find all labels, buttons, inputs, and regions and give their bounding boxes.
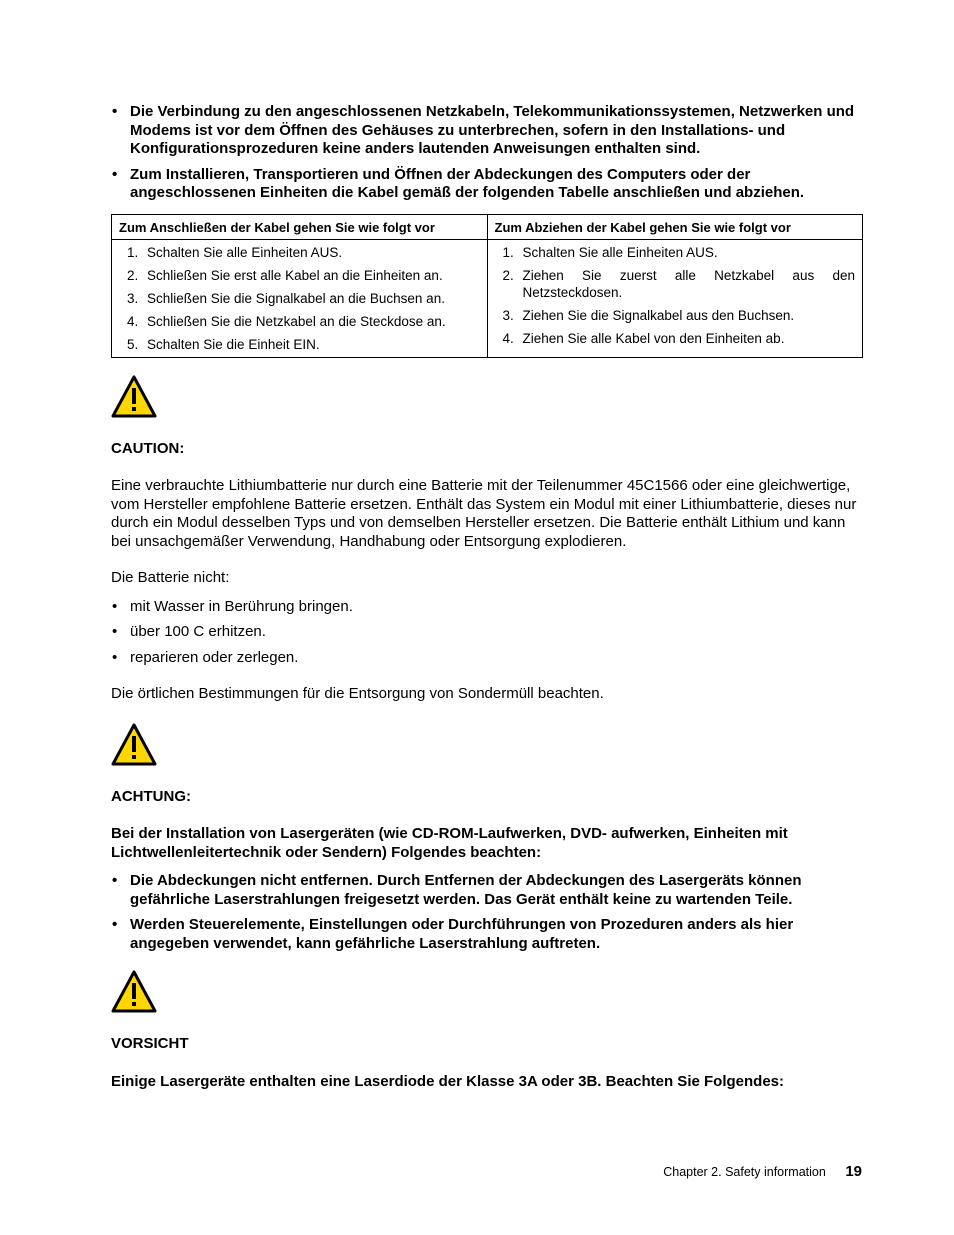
step-text: Schließen Sie die Signalkabel an die Buchsen an. xyxy=(147,290,445,306)
step-text: Schalten Sie alle Einheiten AUS. xyxy=(522,244,718,260)
connect-step xyxy=(119,290,480,307)
step-number: 2. xyxy=(502,267,514,283)
battery-item: • reparieren oder zerlegen. xyxy=(111,649,863,668)
connect-step xyxy=(119,244,480,261)
intro-bullet-1: • Die Verbindung zu den angeschlossenen Netzkabeln, Telekommunikationssystemen, Netzwerken und Modems ist vor dem Öffnen des Gehäuses zu unterbrechen, sofern in den Installations- und Konfigurationsprozeduren keine anders lautenden Anweisungen enthalten sind. xyxy=(111,103,863,159)
cable-table xyxy=(111,214,863,358)
connect-steps-list xyxy=(119,244,480,353)
disconnect-step xyxy=(495,307,856,324)
achtung-intro: Bei der Installation von Lasergeräten (wie CD-ROM-Laufwerken, DVD- aufwerken, Einheiten mit Lichtwellenleitertechnik oder Sendern) Folgendes beachten: xyxy=(111,825,788,861)
battery-item: • über 100 C erhitzen. xyxy=(111,623,863,642)
caution-label: CAUTION: xyxy=(111,439,185,457)
page-content xyxy=(111,103,863,1091)
step-text: Ziehen Sie alle Kabel von den Einheiten ab. xyxy=(522,330,785,346)
step-number: 3. xyxy=(502,307,514,323)
vorsicht-text: Einige Lasergeräte enthalten eine Laserdiode der Klasse 3A oder 3B. Beachten Sie Folgendes: xyxy=(111,1072,784,1090)
cable-table-body-row xyxy=(112,239,863,357)
battery-list xyxy=(111,598,863,668)
step-number: 5. xyxy=(127,336,139,352)
page-number: 19 xyxy=(845,1163,862,1180)
warning-triangle-icon xyxy=(111,970,157,1014)
page-footer xyxy=(663,1163,862,1182)
cable-table-header-row xyxy=(112,214,863,239)
connect-step xyxy=(119,313,480,330)
disconnect-steps-cell xyxy=(487,239,863,357)
step-number: 1. xyxy=(127,244,139,260)
achtung-item: • Werden Steuerelemente, Einstellungen oder Durchführungen von Prozeduren anders als hier angegeben verwendet, kann gefährliche Laserstrahlung auftreten. xyxy=(111,916,863,953)
connect-steps-cell xyxy=(112,239,488,357)
achtung-list xyxy=(111,872,863,953)
disconnect-header: Zum Abziehen der Kabel gehen Sie wie folgt vor xyxy=(487,214,863,239)
achtung-item: • Die Abdeckungen nicht entfernen. Durch Entfernen der Abdeckungen des Lasergeräts können gefährliche Laserstrahlungen freigesetzt werden. Das Gerät enthält keine zu wartenden Teile. xyxy=(111,872,863,909)
step-number: 3. xyxy=(127,290,139,306)
step-number: 1. xyxy=(502,244,514,260)
intro-bullet-list xyxy=(111,103,863,203)
connect-step xyxy=(119,267,480,284)
disposal-text: Die örtlichen Bestimmungen für die Entsorgung von Sondermüll beachten. xyxy=(111,685,604,702)
connect-step xyxy=(119,336,480,353)
battery-intro: Die Batterie nicht: xyxy=(111,569,230,586)
vorsicht-label: VORSICHT xyxy=(111,1035,189,1052)
disconnect-steps-list xyxy=(495,244,856,347)
battery-item: • mit Wasser in Berührung bringen. xyxy=(111,598,863,617)
step-number: 2. xyxy=(127,267,139,283)
step-text: Schalten Sie alle Einheiten AUS. xyxy=(147,244,343,260)
step-number: 4. xyxy=(502,330,514,346)
step-number: 4. xyxy=(127,313,139,329)
step-text: Ziehen Sie zuerst alle Netzkabel aus den Netzsteckdosen. xyxy=(522,267,855,300)
step-text: Schalten Sie die Einheit EIN. xyxy=(147,336,320,352)
step-text: Schließen Sie die Netzkabel an die Steckdose an. xyxy=(147,313,446,329)
warning-triangle-icon xyxy=(111,723,157,767)
chapter-title: Chapter 2. Safety information xyxy=(663,1165,826,1179)
step-text: Schließen Sie erst alle Kabel an die Einheiten an. xyxy=(147,267,443,283)
step-text: Ziehen Sie die Signalkabel aus den Buchsen. xyxy=(522,307,795,323)
intro-bullet-2: • Zum Installieren, Transportieren und Öffnen der Abdeckungen des Computers oder der angeschlossenen Einheiten die Kabel gemäß der folgenden Tabelle anschließen und abziehen. xyxy=(111,166,863,203)
disconnect-step xyxy=(495,244,856,261)
caution-text: Eine verbrauchte Lithiumbatterie nur durch eine Batterie mit der Teilenummer 45C1566 oder eine gleichwertige, vom Hersteller empfohlene Batterie ersetzen. Enthält das System ein Modul mit einer Lithiumbatterie, dieses nur durch ein Modul desselben Typs und von demselben Hersteller ersetzen. Die Batterie enthält Lithium und kann bei unsachgemäßer Verwendung, Handhabung oder Entsorgung explodieren. xyxy=(111,477,857,550)
connect-header: Zum Anschließen der Kabel gehen Sie wie folgt vor xyxy=(112,214,488,239)
disconnect-step xyxy=(495,267,856,301)
warning-triangle-icon xyxy=(111,375,157,419)
achtung-label: ACHTUNG: xyxy=(111,787,191,805)
disconnect-step xyxy=(495,330,856,347)
